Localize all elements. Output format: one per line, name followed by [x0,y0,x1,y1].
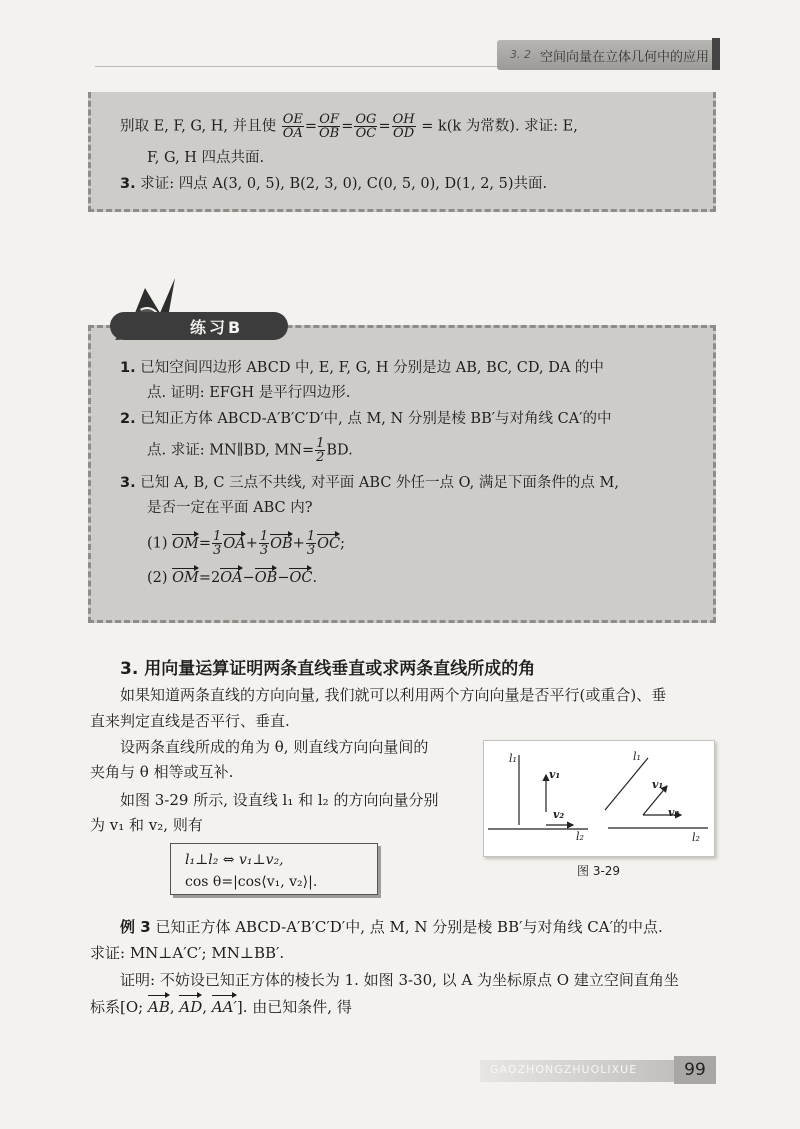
vector-om: OM [172,570,199,586]
example-prove: 求证: MN⊥A′C′; MN⊥BB′. [90,944,285,962]
practice-item2-line1 [120,409,612,429]
vector-ob: OB [254,570,278,586]
example-label: 例 3 [120,918,151,936]
example-statement [120,915,663,939]
vector-aa-prime: AA′ [212,995,237,1019]
figure-caption: 图 3-29 [577,864,621,878]
figure-right-l2-label: l₂ [692,831,700,844]
proof-line2: 标系[O; AB, AD, AA′]. 由已知条件, 得 [90,995,352,1019]
practice-item3-line1 [120,473,619,493]
fraction-og-oc: $\frac{OG}{OC}$ [355,112,377,141]
item-number: 3. [120,475,136,491]
figure-left-l1-label: l₁ [509,752,517,765]
item-number: 3. [120,176,136,192]
fraction-oh-od: $\frac{OH}{OD}$ [392,112,415,141]
vector-oc: OC [289,570,313,586]
fraction-one-half: $\frac{1}{2}$ [316,436,325,465]
exercise-a-line2: F, G, H 四点共面. [147,150,265,166]
proof-line1: 证明: 不妨设已知正方体的棱长为 1. 如图 3-30, 以 A 为坐标原点 O 建立空间直角坐 [120,971,679,989]
exercise-a-line1-prefix: 别取 E, F, G, H, 并且使 [120,118,277,135]
exercise-a-line1: 别取 E, F, G, H, 并且使 $\frac{OE}{OA}$ = $\frac{OF}{OB}$ = $\frac{OG}{OC}$ = $\frac{OH}{OD}$ = k(k 为常数). 求证: E, [120,112,578,141]
para2-line2: 夹角与 θ 相等或互补. [90,763,234,781]
practice-item3-line2: 是否一定在平面 ABC 内? [147,500,313,516]
figure-right-v2-label: v₂ [668,806,680,819]
exercise-a-item3-text: 求证: 四点 A(3, 0, 5), B(2, 3, 0), C(0, 5, 0), D(1, 2, 5)共面. [140,176,548,192]
vector-oa: OA [223,535,246,552]
item-number: 2. [120,411,136,427]
exercise-a-item3 [120,174,547,194]
vector-om: OM [172,535,199,552]
para1-line1: 如果知道两条直线的方向向量, 我们就可以利用两个方向向量是否平行(或重合)、垂 [120,686,667,704]
practice-item2-text: 已知正方体 ABCD-A′B′C′D′中, 点 M, N 分别是棱 BB′与对角线 CA′的中 [140,411,612,427]
formula-cosine: cos θ=|cos⟨v₁, v₂⟩|. [185,874,318,890]
para1-line2: 直来判定直线是否平行、垂直. [90,712,290,730]
figure-left-v2-label: v₂ [553,808,565,821]
vector-oc: OC [317,535,341,552]
practice-item3-sub1: (1) OM= $\frac{1}{3}$ OA+ $\frac{1}{3}$ OB+ $\frac{1}{3}$ OC; [147,529,345,558]
vector-ab: AB [148,995,170,1019]
right-line-l1 [605,758,648,810]
header-section-number: 3. 2 [510,48,531,61]
para3-line1: 如图 3-29 所示, 设直线 l₁ 和 l₂ 的方向向量分别 [120,791,439,809]
para2-line1: 设两条直线所成的角为 θ, 则直线方向向量间的 [120,738,429,756]
section-heading: 3. 用向量运算证明两条直线垂直或求两条直线所成的角 [120,659,536,679]
fraction-of-ob: $\frac{OF}{OB}$ [319,112,340,141]
practice-item3-text: 已知 A, B, C 三点不共线, 对平面 ABC 外任一点 O, 满足下面条件的点 M, [140,475,619,491]
example-statement-text: 已知正方体 ABCD-A′B′C′D′中, 点 M, N 分别是棱 BB′与对角线 CA′的中点. [155,918,663,936]
header-section-title: 空间向量在立体几何中的应用 [540,50,710,65]
practice-item3-sub2: (2) OM=2OA−OB−OC. [147,570,318,586]
exercise-a-line1-suffix: = k(k 为常数). 求证: E, [421,118,578,135]
figure-3-29-diagram [483,740,713,855]
header-accent-bar [712,38,720,70]
figure-right-v1-label: v₁ [652,778,664,791]
figure-right-l1-label: l₁ [633,750,641,763]
vector-oa: OA [220,570,243,586]
practice-item1-line2: 点. 证明: EFGH 是平行四边形. [147,385,351,401]
fraction-oe-oa: $\frac{OE}{OA}$ [282,112,303,141]
practice-item1-line1 [120,358,604,378]
figure-left-l2-label: l₂ [576,830,584,843]
vector-ad: AD [179,995,202,1019]
formula-perpendicular: l₁⊥l₂ ⇔ v₁⊥v₂, [185,852,284,868]
fraction-one-third: $\frac{1}{3}$ [259,529,269,558]
vector-ob: OB [270,535,293,552]
practice-item2-line2: 点. 求证: MN∥BD, MN= $\frac{1}{2}$ BD. [147,436,353,465]
practice-item1-text: 已知空间四边形 ABCD 中, E, F, G, H 分别是边 AB, BC, CD, DA 的中 [140,360,604,376]
fraction-one-third: $\frac{1}{3}$ [306,529,316,558]
figure-left-v1-label: v₁ [549,768,561,781]
fraction-one-third: $\frac{1}{3}$ [213,529,222,558]
footer-series-code: GAOZHONGZHUOLIXUE [490,1063,638,1076]
page-number: 99 [674,1056,716,1084]
para3-line2: 为 v₁ 和 v₂, 则有 [90,816,203,834]
item-number: 1. [120,360,136,376]
practice-badge-label: 练习B [190,318,244,337]
